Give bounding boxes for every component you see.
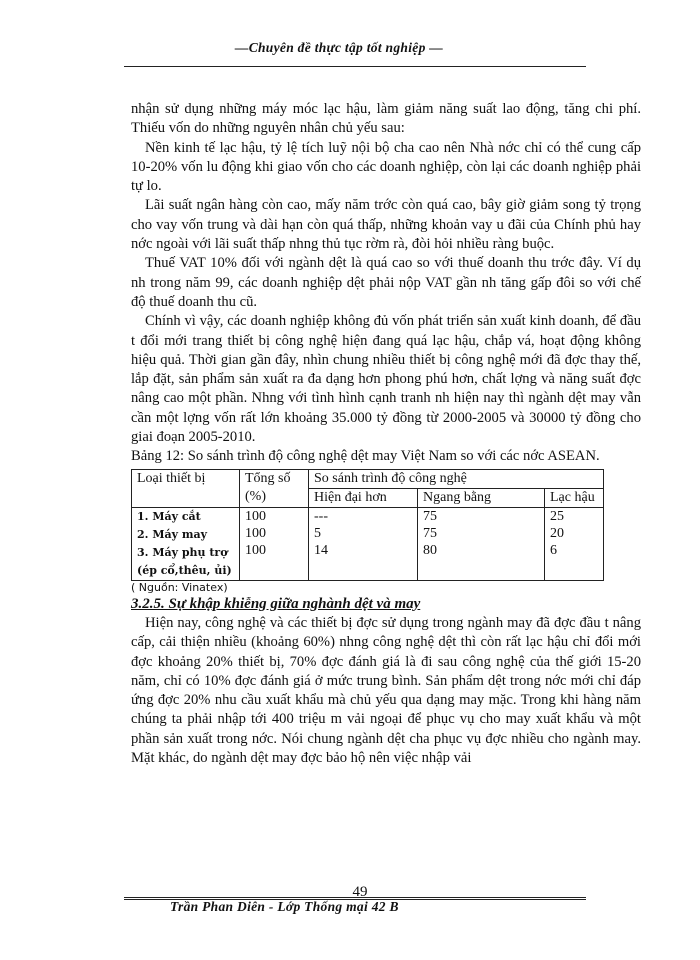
row-behind: 6 [550, 542, 557, 558]
table-header-row [132, 469, 604, 488]
technology-comparison-table [131, 469, 604, 581]
header-behind: Lạc hậu [545, 488, 604, 507]
table-source: ( Nguồn: Vinatex) [131, 580, 228, 594]
row-modern: 5 [314, 525, 321, 541]
header-rule [124, 66, 586, 67]
page-header: —Chuyên đề thực tập tốt nghiệp — [234, 40, 444, 55]
paragraph-1: nhận sử dụng những máy móc lạc hậu, làm giảm năng suất lao động, tăng chi phí. Thiếu vốn do những nguyên nhân chủ yếu sau: [131, 101, 641, 137]
header-equipment-type: Loại thiết bị [132, 469, 240, 507]
equipment-names [132, 507, 240, 580]
row-equal: 80 [423, 542, 437, 558]
row-equal: 75 [423, 525, 437, 541]
modern-values [309, 507, 418, 580]
row-total: 100 [245, 508, 266, 524]
paragraph-4: Thuế VAT 10% đối với ngành dệt là quá cao so với thuế doanh thu trớc đây. Ví dụ nh trong năm 99, các doanh nghiệp dệt phải nộp VAT gần nh tăng gấp đôi so với chế độ thuế doanh thu cũ. [131, 255, 641, 310]
header-equal: Ngang bằng [418, 488, 545, 507]
header-modern: Hiện đại hơn [309, 488, 418, 507]
section-paragraph: Hiện nay, công nghệ và các thiết bị đợc sử dụng trong ngành may đã đợc đầu t nâng cấp, cải thiện nhiều (khoảng 60%) nhng công nghệ dệt thì còn rất lạc hậu chỉ đổi mới đợc khoảng 20% thiết bị, 70% đợc đánh giá là đi sau công nghệ của thế giới 15-20 năm, chỉ có 10% đợc đánh giá ở mức trung bình. Sản phẩm dệt trong nớc mới chỉ đáp ứng đợc 20% nhu cầu xuất khẩu mà chủ yếu qua dạng may mặc. Trong khi hàng năm chúng ta phải nhập tới 400 triệu m vải ngoại để phục vụ cho may xuất khẩu và một phần sản xuất trong nớc. Nói chung ngành dệt cha phục vụ đợc nhiều cho ngành may. Mặt khác, do ngành dệt may đợc bảo hộ nên việc nhập vải [131, 614, 641, 767]
behind-values [545, 507, 604, 580]
row-modern: 14 [314, 542, 328, 558]
document-body [131, 100, 641, 768]
paragraph-5: Chính vì vậy, các doanh nghiệp không đủ vốn phát triển sản xuất kinh doanh, để đầu t đổi mới trang thiết bị công nghệ hiện đang quá lạc hậu, chắp vá, hoạt động không hiệu quả. Thời gian gần đây, nhìn chung nhiều thiết bị công nghệ mới đã đợc thay thế, lắp đặt, sản phẩm sản xuất ra đa dạng hơn phong phú hơn, chất lợng và năng suất đợc nâng cao một phần. Nhng với tình hình cạnh tranh nh hiện nay thì ngành dệt may vẫn cần một lợng vốn rất lớn khoảng 35.000 tỷ đồng từ 2000-2005 và 30000 tỷ đồng cho giai đoạn 2005-2010. [131, 313, 641, 446]
paragraph-2: Nền kinh tế lạc hậu, tỷ lệ tích luỹ nội bộ cha cao nên Nhà nớc chỉ có thể cung cấp 10-20% vốn lu động khi giao vốn cho các doanh nghiệp, còn lại các doanh nghiệp phải tự lo. [131, 139, 641, 195]
row-total: 100 [245, 542, 266, 558]
row-total: 100 [245, 525, 266, 541]
equal-values [418, 507, 545, 580]
header-total: Tổng số (%) [240, 469, 309, 507]
row-name: 3. Máy phụ trợ (ép cổ,thêu, ủi) [137, 545, 232, 577]
section-heading: 3.2.5. Sự khập khiễng giữa nghành dệt và may [131, 595, 421, 612]
table-caption: Bảng 12: So sánh trình độ công nghệ dệt may Việt Nam so với các nớc ASEAN. [131, 448, 600, 465]
row-modern: --- [314, 508, 328, 524]
page-footer: Trần Phan Diên - Lớp Thống mại 42 B [170, 899, 399, 914]
header-comparison: So sánh trình độ công nghệ [309, 469, 604, 488]
table-row [132, 507, 604, 580]
row-equal: 75 [423, 508, 437, 524]
page-number: 49 [352, 884, 368, 900]
total-values [240, 507, 309, 580]
paragraph-3: Lãi suất ngân hàng còn cao, mấy năm trớc còn quá cao, bây giờ giảm song tỷ trọng cho vay vốn trung và dài hạn còn quá thấp, những khoản vay u đãi của Chính phủ hay nớc ngoài với lãi suất thấp nhng thủ tục rờm rà, đòi hỏi nhiều ràng buộc. [131, 197, 641, 253]
row-name: 2. Máy may [137, 527, 207, 541]
row-behind: 25 [550, 508, 564, 524]
row-name: 1. Máy cắt [137, 509, 201, 523]
row-behind: 20 [550, 525, 564, 541]
